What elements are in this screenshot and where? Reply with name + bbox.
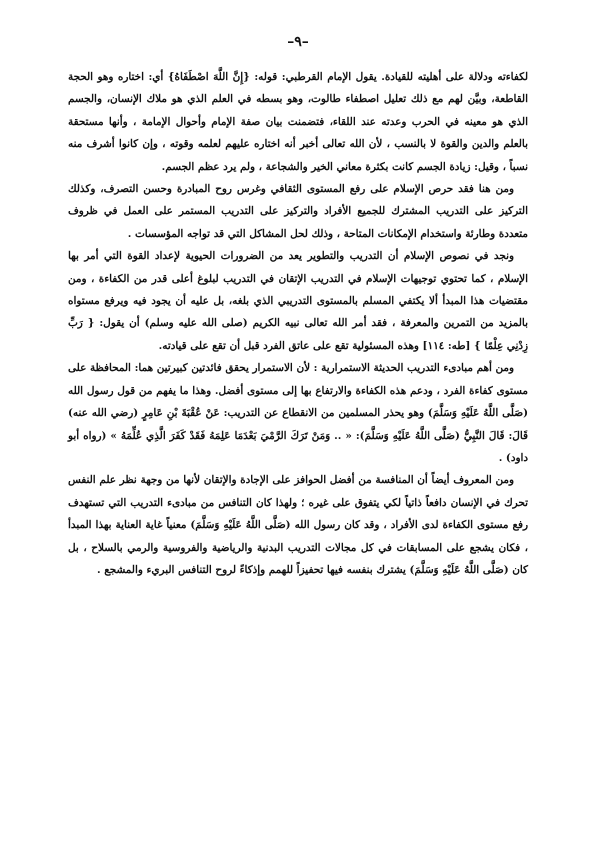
paragraph-4: ومن أهم مبادىء التدريب الحديثة الاستمرارية : لأن الاستمرار يحقق فائدتين كبيرتين هما: المحافظة على مستوى كفاءة الفرد ، ودعم هذه الكفاءة والارتفاع بها إلى مستوى أفضل. وهذا ما يفهم من قول رسول الله (صَلَّى اللَّهُ عَلَيْهِ وَسَلَّمَ) وهو يحذر المسلمين من الانقطاع عن التدريب: عَنْ عُقْبَةَ بْنِ عَامِرٍ (رضي الله عنه) قَالَ: قَالَ النَّبِيُّ (صَلَّى اللَّهُ عَلَيْهِ وَسَلَّمَ): « .. وَمَنْ تَرَكَ الرَّمْيَ بَعْدَمَا عَلِمَهُ فَقَدْ كَفَرَ الَّذِي عُلِّمَهُ » (رواه أبو داود) . bbox=[68, 362, 528, 464]
paragraph-5: ومن المعروف أيضاً أن المنافسة من أفضل الحوافز على الإجادة والإتقان لأنها من وجهة نظر علم النفس تحرك في الإنسان دافعاً ذاتياً لكي يتفوق على غيره ؛ ولهذا كان التنافس من مبادىء التدريب التي تستهدف رفع مستوى الكفاءة لدى الأفراد ، وقد كان رسول الله (صَلَّى اللَّهُ عَلَيْهِ وَسَلَّمَ) معنياً غاية العناية بهذا المبدأ ، فكان يشجع على المسابقات في كل مجالات التدريب البدنية والرياضية والفروسية والرمي بالسلاح ، بل كان (صَلَّى اللَّهُ عَلَيْهِ وَسَلَّمَ) يشترك بنفسه فيها تحفيزاً للهمم وإذكاءً لروح التنافس البريء والمشجع . bbox=[68, 474, 528, 576]
body-text bbox=[68, 66, 528, 581]
paragraph-2: ومن هنا فقد حرص الإسلام على رفع المستوى الثقافي وغرس روح المبادرة وحسن التصرف، وكذلك التركيز على التدريب المشترك للجميع الأفراد والتركيز على التدريب المستمر على العمل في ظروف متعددة وطارئة واستخدام الإمكانات المتاحة ، وذلك لحل المشاكل التي قد تواجه المؤسسات . bbox=[68, 183, 528, 240]
page-number: –٩– bbox=[287, 34, 309, 50]
paragraph-1: لكفاءته ودلالة على أهليته للقيادة. يقول الإمام القرطبي: قوله: {إِنَّ اللَّهَ اصْطَفَاهُ} أي: اختاره وهو الحجة القاطعة، وبيَّن لهم مع ذلك تعليل اصطفاء طالوت، وهو بسطه في العلم الذي هو ملاك الإنسان، والجسم الذي هو معينه في الحرب وعدته عند اللقاء، فتضمنت بيان صفة الإمام وأحوال الإمامة ، وأنها مستحقة بالعلم والدين والقوة لا بالنسب ، لأن الله تعالى أخبر أنه اختاره عليهم لعلمه وقوته ، وإن كانوا أشرف منه نسباً ، وقيل: زيادة الجسم كانت بكثرة معاني الخير والشجاعة ، ولم يرد عظم الجسم. bbox=[68, 71, 528, 173]
paragraph-3: ونجد في نصوص الإسلام أن التدريب والتطوير يعد من الضرورات الحيوية لإعداد القوة التي أمر بها الإسلام ، كما تحتوي توجيهات الإسلام في التدريب الإتقان في التدريب لبلوغ أعلى قدر من الكفاءة ، ومن مقتضيات هذا المبدأ ألا يكتفي المسلم بالمستوى التدريبي الذي بلغه، بل عليه أن يجود فيه ويرفع مستواه بالمزيد من التمرين والمعرفة ، فقد أمر الله تعالى نبيه الكريم (صلى الله عليه وسلم) أن يقول: { رَبِّ زِدْنِي عِلْمًا } [طه: ١١٤] وهذه المسئولية تقع على عاتق الفرد قبل أن تقع على قيادته. bbox=[68, 250, 528, 352]
